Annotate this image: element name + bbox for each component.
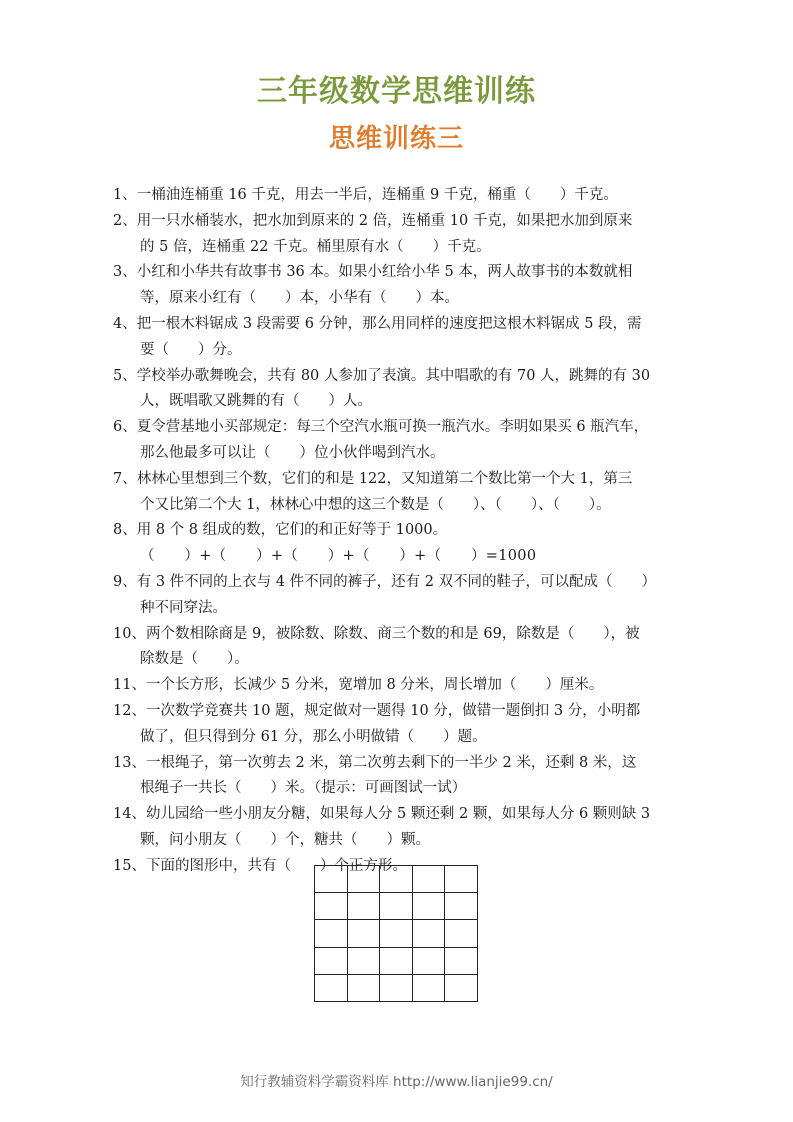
grid-cell [413,893,446,920]
question-text: 6、夏令营基地小买部规定：每三个空汽水瓶可换一瓶汽水。李明如果买 6 瓶汽车， [113,419,649,436]
question-text-continued: 的 5 倍，连桶重 22 千克。桶里原有水（ ）千克。 [140,238,491,255]
grid-cell [413,866,446,893]
grid-cell [315,948,348,975]
question-text-continued: 个又比第二个大 1，林林心中想的这三个数是（ ）、（ ）、（ ）。 [140,496,611,513]
question-text: 2、用一只水桶装水，把水加到原来的 2 倍，连桶重 10 千克，如果把水加到原来 [113,212,633,229]
question-list [113,183,685,880]
question-text-continued: 颗，问小朋友（ ）个，糖共（ ）颗。 [140,831,430,848]
question-text: 3、小红和小华共有故事书 36 本。如果小红给小华 5 本，两人故事书的本数就相 [113,264,633,281]
grid-cell [380,893,413,920]
question-text: 13、一根绳子，第一次剪去 2 米，第二次剪去剩下的一半少 2 米，还剩 8 米，这 [113,754,637,771]
question-text-continued: 根绳子一共长（ ）米。（提示：可画图试一试） [140,780,467,797]
question-4 [113,312,685,364]
grid-cell [445,920,478,947]
grid-cell [380,866,413,893]
grid-cell [348,975,381,1002]
question-text: 9、有 3 件不同的上衣与 4 件不同的裤子，还有 2 双不同的鞋子，可以配成（ ） [113,573,657,590]
question-3 [113,260,685,312]
grid-cell [348,866,381,893]
question-text-continued: 等，原来小红有（ ）本，小华有（ ）本。 [140,290,459,307]
grid-cell [413,920,446,947]
grid-cell [380,975,413,1002]
question-12 [113,699,685,751]
question-text: 12、一次数学竞赛共 10 题，规定做对一题得 10 分，做错一题倒扣 3 分，小明都 [113,702,641,719]
question-6 [113,415,685,467]
question-14 [113,802,685,854]
question-text-continued: （ ）+（ ）+（ ）+（ ）+（ ）=1000 [140,548,537,565]
question-5 [113,364,685,416]
grid-cell [380,948,413,975]
grid-cell [315,893,348,920]
question-1 [113,183,685,209]
question-13 [113,751,685,803]
question-text-continued: 除数是（ ）。 [140,651,249,668]
grid-cell [413,948,446,975]
question-text-continued: 人，既唱歌又跳舞的有（ ）人。 [140,393,372,410]
question-text-continued: 那么他最多可以让（ ）位小伙伴喝到汽水。 [140,444,445,461]
page-title: 三年级数学思维训练 [257,74,536,109]
question-text-continued: 要（ ）分。 [140,341,242,358]
question-11 [113,673,685,699]
grid-cell [315,975,348,1002]
square-grid-figure [314,865,478,1002]
question-text: 8、用 8 个 8 组成的数，它们的和正好等于 1000。 [113,522,448,539]
question-text: 4、把一根木料锯成 3 段需要 6 分钟，那么用同样的速度把这根木料锯成 5 段，需 [113,315,642,332]
question-text-continued: 种不同穿法。 [140,599,227,616]
question-text: 14、幼儿园给一些小朋友分糖，如果每人分 5 颗还剩 2 颗，如果每人分 6 颗则缺 3 [113,806,651,823]
question-9 [113,570,685,622]
grid-cell [445,866,478,893]
grid-cell [315,920,348,947]
question-text: 15、下面的图形中，共有（ ）个正方形。 [113,857,407,874]
page-footer: 知行教辅资料学霸资料库 http://www.lianjie99.cn/ [240,1074,553,1090]
question-text: 7、林林心里想到三个数，它们的和是 122，又知道第二个数比第一个大 1，第三 [113,470,633,487]
question-8 [113,518,685,570]
grid-cell [445,948,478,975]
question-text: 10、两个数相除商是 9，被除数、除数、商三个数的和是 69，除数是（ ），被 [113,625,640,642]
grid-cell [315,866,348,893]
grid-cell [413,975,446,1002]
question-text: 1、一桶油连桶重 16 千克，用去一半后，连桶重 9 千克，桶重（ ）千克。 [113,187,618,203]
grid-cell [348,948,381,975]
question-2 [113,209,685,261]
page-subtitle: 思维训练三 [328,124,464,154]
grid-cell [348,920,381,947]
question-10 [113,622,685,674]
grid-cell [445,893,478,920]
grid-cell [445,975,478,1002]
question-text: 11、一个长方形，长减少 5 分米，宽增加 8 分米，周长增加（ ）厘米。 [113,677,604,694]
question-text-continued: 做了，但只得到分 61 分，那么小明做错（ ）题。 [140,728,487,745]
grid-cell [348,893,381,920]
question-7 [113,467,685,519]
question-text: 5、学校举办歌舞晚会，共有 80 人参加了表演。其中唱歌的有 70 人，跳舞的有 30 [113,367,651,384]
grid-cell [380,920,413,947]
